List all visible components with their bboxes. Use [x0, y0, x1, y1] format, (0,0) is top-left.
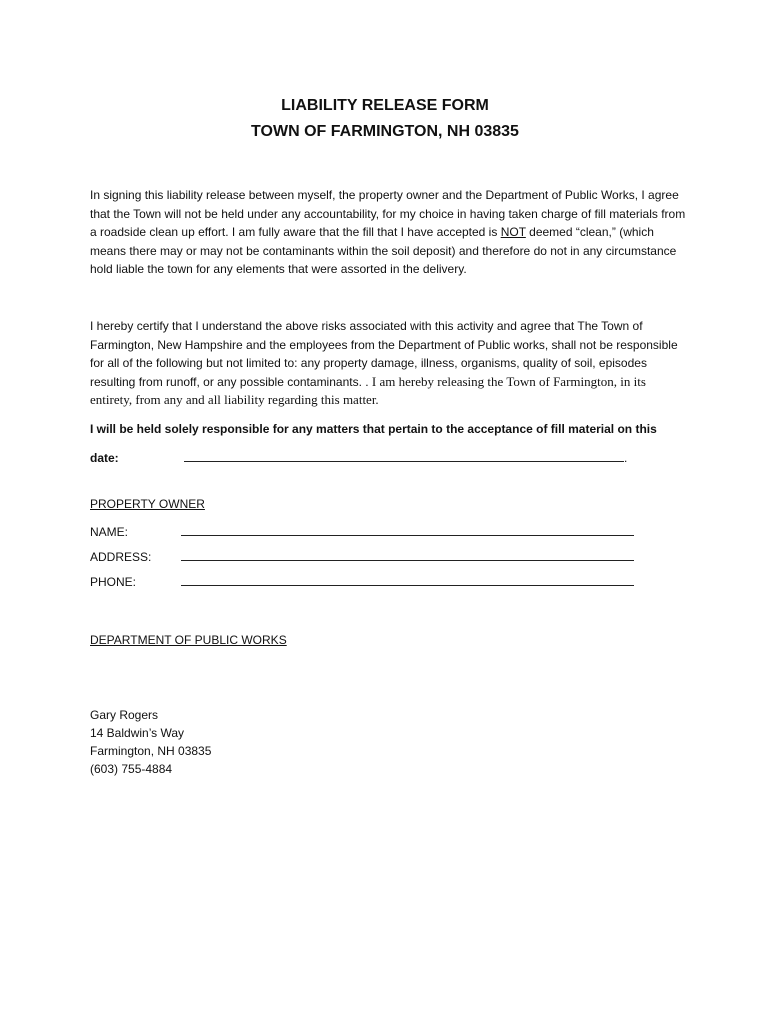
- form-title: LIABILITY RELEASE FORM: [281, 97, 489, 114]
- certification-paragraph: [90, 317, 690, 410]
- contact-city: Farmington, NH 03835: [90, 744, 212, 758]
- date-label: date:: [90, 451, 119, 465]
- name-row: [90, 523, 650, 539]
- address-row: [90, 548, 650, 564]
- certification-text: I hereby certify that I understand the above risks associated with this activity and agree that The Town of Farmington, New Hampshire and the employees from the Department of Public works, shall not be responsible for all of the following but not limited to: any property damage, illness, organisms, quality of soil, episodes resulting from runoff, or any possible contaminants. .: [90, 319, 678, 389]
- contact-street: 14 Baldwin’s Way: [90, 726, 185, 740]
- contact-block: [90, 706, 211, 778]
- release-text-start: In signing this liability release between myself, the property owner and the Department of Public Works, I agree that the Town will not be held under any accountability, for my choice in having taken charge of fill materials from a roadside clean up effort. I am fully aware that the fill that I have accepted is: [90, 188, 686, 239]
- date-row: [90, 449, 690, 465]
- phone-label: PHONE:: [90, 575, 137, 589]
- phone-row: [90, 573, 650, 589]
- address-label: ADDRESS:: [90, 550, 152, 564]
- name-label: NAME:: [90, 525, 129, 539]
- address-field[interactable]: [181, 548, 634, 561]
- release-statement: I am hereby releasing the Town of Farmington, in its entirety, from any and all liability regarding this matter.: [90, 373, 646, 407]
- public-works-heading: DEPARTMENT OF PUBLIC WORKS: [90, 633, 287, 647]
- name-field[interactable]: [181, 523, 634, 536]
- town-title: TOWN OF FARMINGTON, NH 03835: [251, 123, 519, 140]
- release-text-end: deemed “clean,” (which means there may or may not be contaminants within the soil deposit) and therefore do not in any circumstance hold liable the town for any elements that were assorted in the delivery.: [90, 225, 677, 276]
- date-suffix: .: [624, 451, 628, 465]
- contact-phone: (603) 755-4884: [90, 762, 173, 776]
- not-emphasis: NOT: [500, 225, 526, 239]
- release-paragraph: [90, 186, 690, 279]
- property-owner-heading: PROPERTY OWNER: [90, 497, 205, 511]
- date-field[interactable]: [184, 449, 624, 462]
- responsibility-statement: I will be held solely responsible for any matters that pertain to the acceptance of fill material on this: [90, 422, 657, 436]
- contact-name: Gary Rogers: [90, 708, 159, 722]
- phone-field[interactable]: [181, 573, 634, 586]
